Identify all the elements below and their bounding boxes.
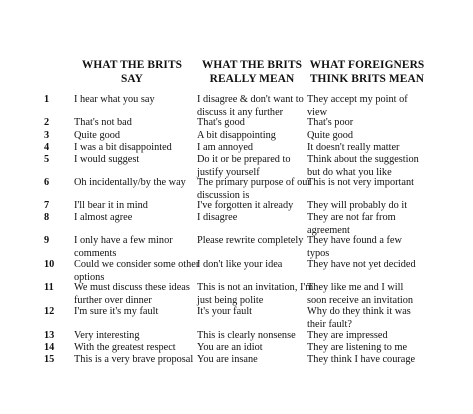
- cell-line: I only have a few minor: [74, 235, 173, 246]
- brits-mean-cell: [197, 234, 309, 247]
- cell-line: Oh incidentally/by the way: [74, 177, 186, 188]
- cell-line: That's good: [197, 117, 245, 128]
- cell-line: That's not bad: [74, 117, 132, 128]
- header-brits-mean: WHAT THE BRITS REALLY MEAN: [201, 59, 303, 85]
- foreigners-think-cell: [307, 305, 431, 331]
- cell-line: I was a bit disappointed: [74, 142, 172, 153]
- cell-line: view: [307, 107, 328, 119]
- row-number: 10: [44, 259, 55, 270]
- cell-line: A bit disappointing: [197, 130, 276, 141]
- brits-say-cell: [74, 93, 198, 106]
- cell-line: typos: [307, 248, 330, 260]
- header-foreigners-think: WHAT FOREIGNERS THINK BRITS MEAN: [309, 59, 425, 85]
- cell-line: You are an idiot: [197, 342, 263, 353]
- row-number: 8: [44, 212, 50, 223]
- brits-say-cell: [74, 211, 198, 224]
- row-number: 14: [44, 342, 55, 353]
- cell-line: I don't like your idea: [197, 259, 283, 270]
- cell-line: With the greatest respect: [74, 342, 176, 353]
- brits-say-cell: [74, 281, 198, 307]
- cell-line: That's poor: [307, 117, 354, 128]
- cell-line: This is clearly nonsense: [197, 330, 296, 341]
- row-number: 6: [44, 177, 50, 188]
- brits-say-cell: [74, 116, 198, 129]
- cell-line: This is a very brave proposal: [74, 354, 194, 365]
- cell-line: agreement: [307, 225, 350, 237]
- row-number: 11: [44, 282, 54, 293]
- cell-line: comments: [74, 248, 117, 260]
- cell-line: I've forgotten it already: [197, 200, 294, 211]
- row-number: 13: [44, 330, 55, 341]
- row-number: 5: [44, 154, 50, 165]
- brits-say-cell: [74, 234, 198, 260]
- row-number: 1: [44, 94, 50, 105]
- cell-line: It's your fault: [197, 306, 253, 317]
- cell-line: Why do they think it was: [307, 306, 411, 317]
- cell-line: I hear what you say: [74, 94, 155, 105]
- header-brits-say: WHAT THE BRITS SAY: [81, 59, 183, 85]
- row-number: 4: [44, 142, 50, 153]
- foreigners-think-cell: [307, 176, 431, 189]
- brits-mean-cell: [197, 281, 314, 307]
- foreigners-think-cell: [307, 116, 431, 129]
- brits-say-cell: [74, 176, 198, 189]
- foreigners-think-cell: [307, 353, 431, 366]
- brits-say-cell: [74, 305, 198, 318]
- row-number: 3: [44, 130, 50, 141]
- brits-mean-cell: [197, 116, 309, 129]
- cell-line: options: [74, 272, 105, 284]
- cell-line: Very interesting: [74, 330, 140, 341]
- cell-line: The primary purpose of our: [197, 177, 311, 188]
- brits-mean-cell: [197, 353, 309, 366]
- cell-line: They have found a few: [307, 235, 402, 246]
- cell-line: They will probably do it: [307, 200, 408, 211]
- row-number: 2: [44, 117, 50, 128]
- cell-line: just being polite: [197, 295, 264, 307]
- cell-line: Think about the suggestion: [307, 154, 419, 165]
- cell-line: but do what you like: [307, 167, 392, 179]
- foreigners-think-cell: [307, 234, 431, 260]
- cell-line: I would suggest: [74, 154, 140, 165]
- cell-line: This is not an invitation, I'm: [197, 282, 314, 293]
- cell-line: soon receive an invitation: [307, 295, 414, 307]
- cell-line: I almost agree: [74, 212, 133, 223]
- foreigners-think-cell: [307, 281, 431, 307]
- foreigners-think-cell: [307, 258, 431, 271]
- brits-mean-cell: [197, 211, 309, 224]
- cell-line: discussion is: [197, 190, 250, 202]
- brits-say-cell: [74, 153, 198, 166]
- cell-line: Quite good: [307, 130, 354, 141]
- cell-line: Could we consider some other: [74, 259, 200, 270]
- cell-line: further over dinner: [74, 295, 152, 307]
- cell-line: discuss it any further: [197, 107, 284, 119]
- row-number: 12: [44, 306, 55, 317]
- cell-line: We must discuss these ideas: [74, 282, 190, 293]
- cell-line: They like me and I will: [307, 282, 404, 293]
- brits-say-cell: [74, 353, 198, 366]
- cell-line: They are not far from: [307, 212, 396, 223]
- brits-mean-cell: [197, 305, 309, 318]
- row-number: 15: [44, 354, 55, 365]
- cell-line: I disagree & don't want to: [197, 94, 304, 105]
- row-number: 7: [44, 200, 50, 211]
- cell-line: I'll bear it in mind: [74, 200, 148, 211]
- cell-line: I'm sure it's my fault: [74, 306, 159, 317]
- row-number: 9: [44, 235, 50, 246]
- brits-mean-cell: [197, 258, 309, 271]
- cell-line: You are insane: [197, 354, 258, 365]
- cell-line: their fault?: [307, 319, 352, 331]
- cell-line: Quite good: [74, 130, 121, 141]
- cell-line: They accept my point of: [307, 94, 408, 105]
- cell-line: justify yourself: [197, 167, 260, 179]
- cell-line: I am annoyed: [197, 142, 254, 153]
- cell-line: They have not yet decided: [307, 259, 416, 270]
- cell-line: Please rewrite completely: [197, 235, 304, 246]
- cell-line: I disagree: [197, 212, 238, 223]
- cell-line: They are impressed: [307, 330, 388, 341]
- cell-line: It doesn't really matter: [307, 142, 400, 153]
- cell-line: They are listening to me: [307, 342, 408, 353]
- cell-line: They think I have courage: [307, 354, 416, 365]
- cell-line: This is not very important: [307, 177, 414, 188]
- cell-line: Do it or be prepared to: [197, 154, 291, 165]
